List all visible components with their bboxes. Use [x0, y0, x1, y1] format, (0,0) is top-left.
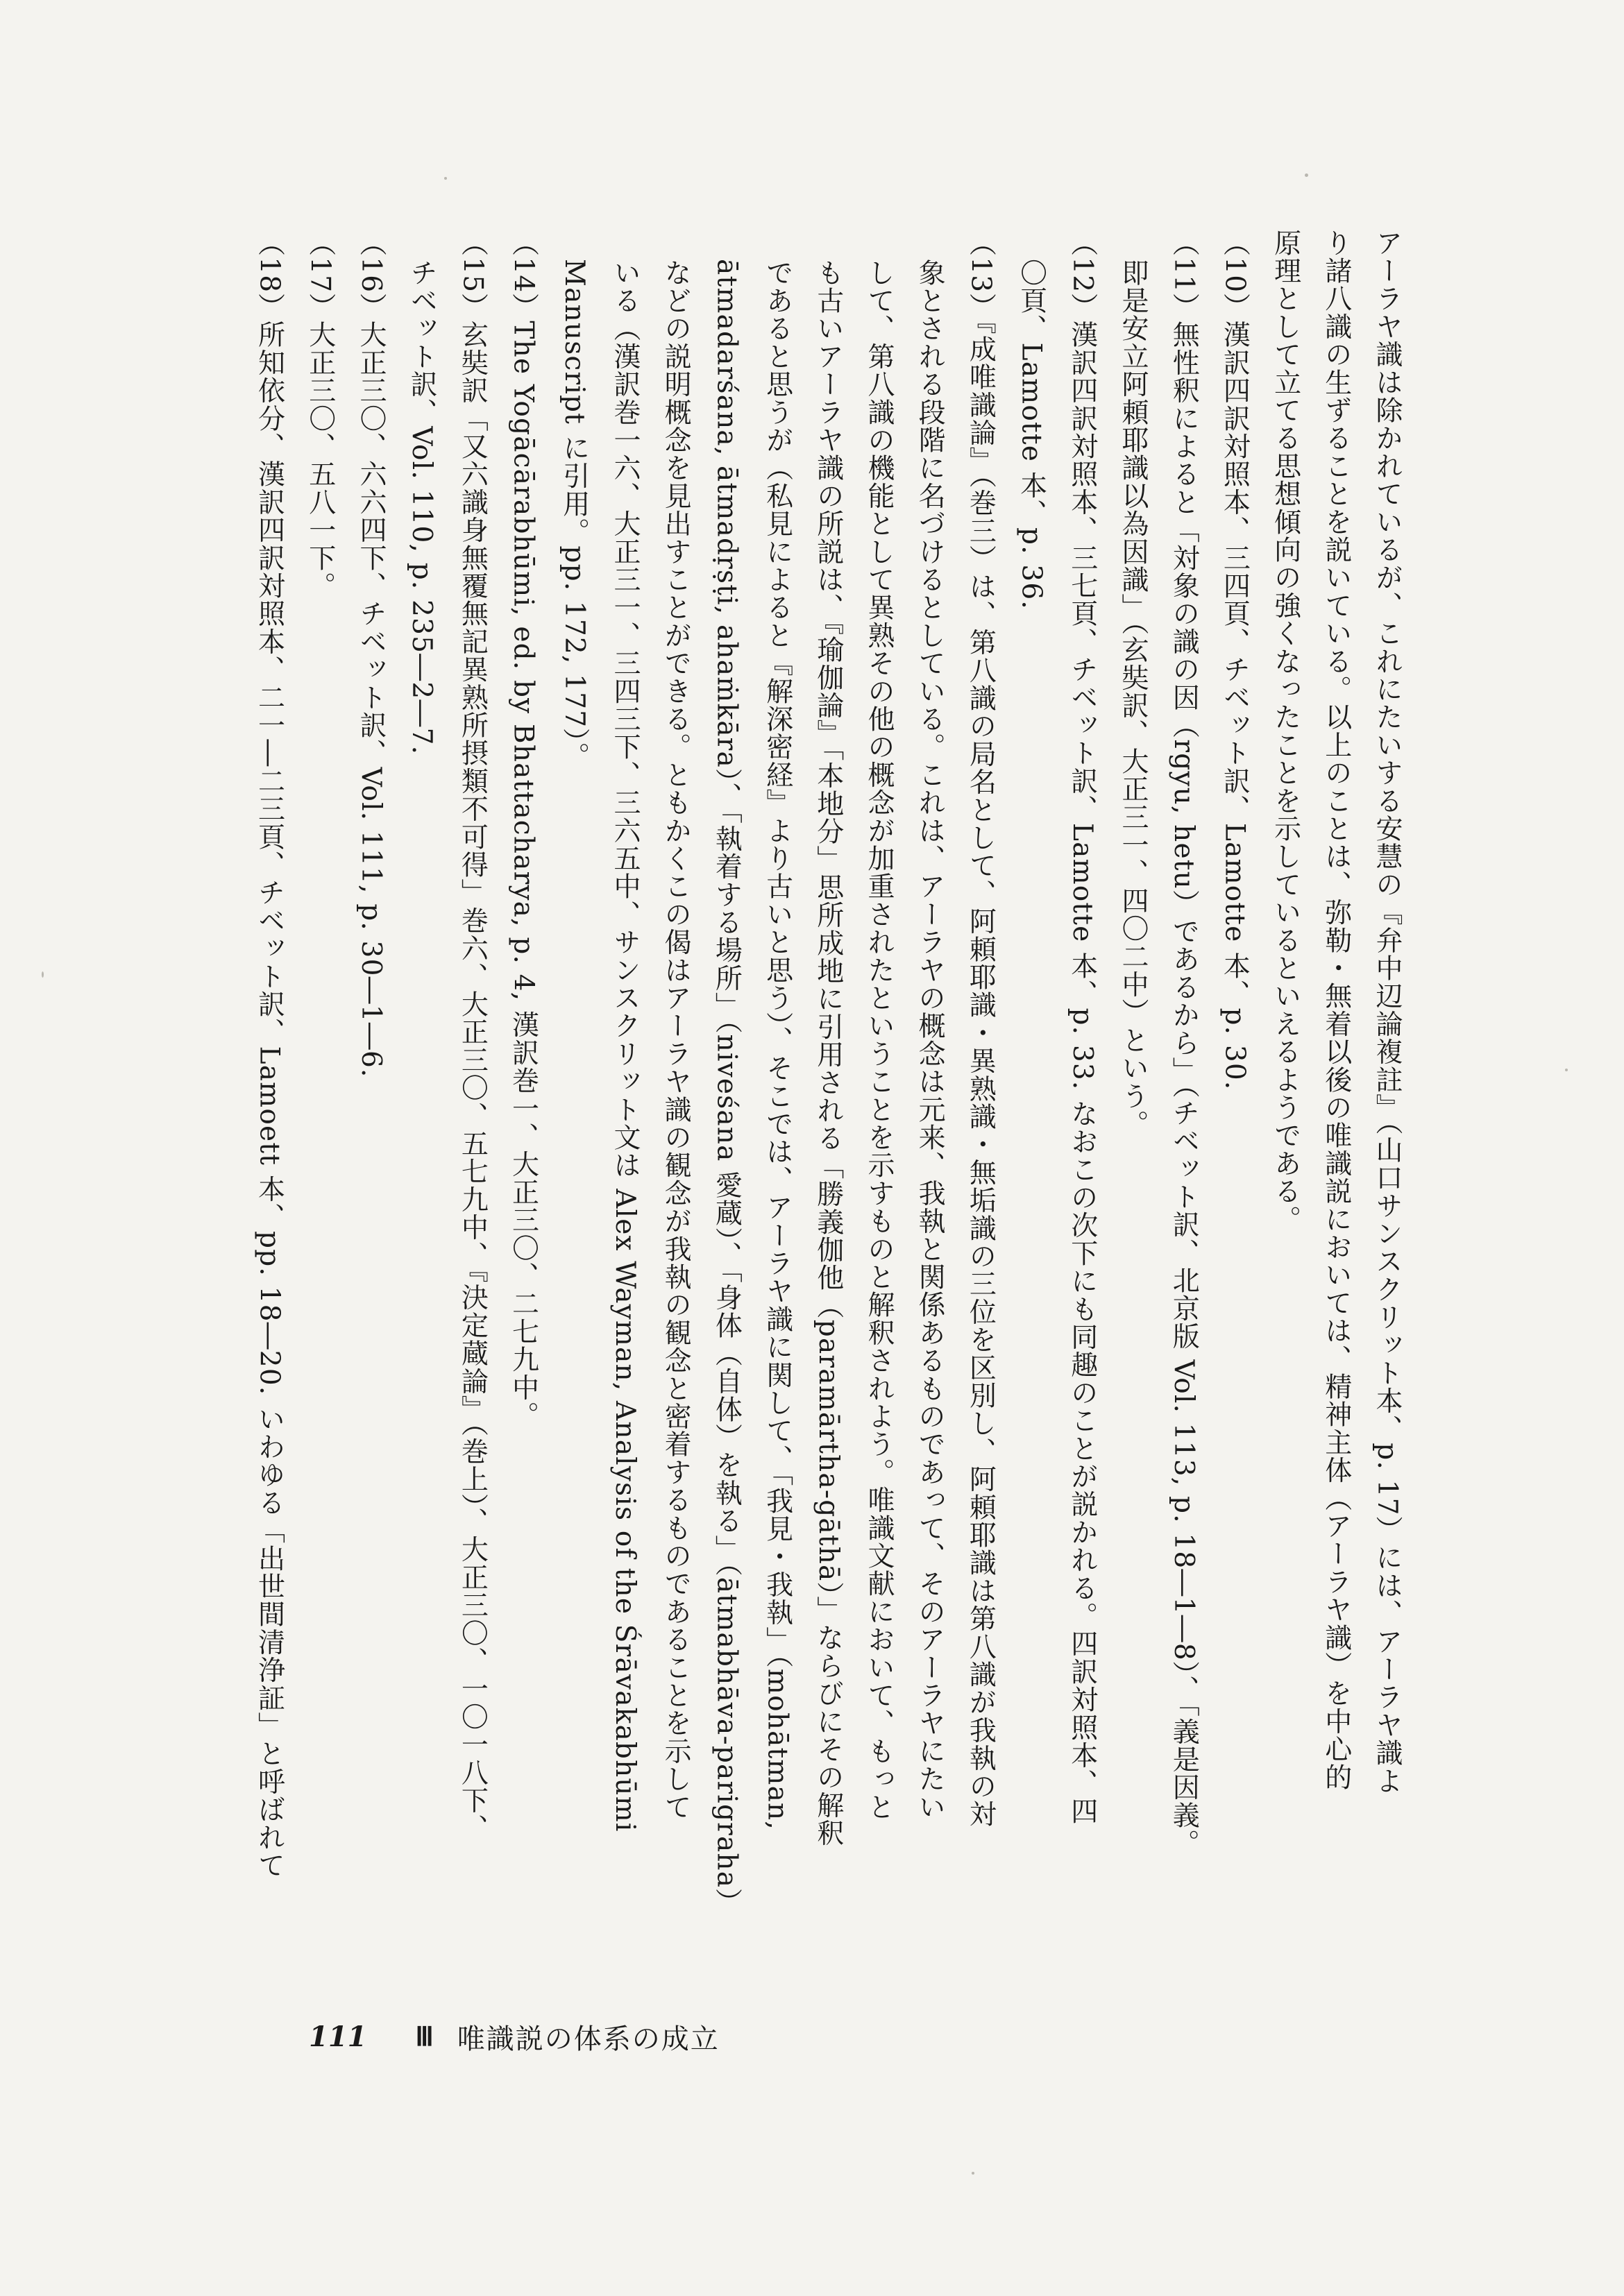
text-column: （15）玄奘訳「又六識身無覆無記異熟所摂類不可得」巻六、大正三〇、五七九中、『決定蔵論』（巻上）、大正三〇、一〇一八下、: [457, 229, 489, 1843]
text-column: （18）所知依分、漢訳四訳対照本、二一―二三頁、チベット訳、Lamoett 本、pp. 18―20. いわゆる「出世間清浄証」と呼ばれて: [253, 229, 285, 1880]
text-column: 象とされる段階に名づけるとしている。これは、アーラヤの概念は元来、我執と関係あるものであって、そのアーラヤにたい: [914, 258, 946, 1821]
scan-speck: [444, 177, 447, 180]
page-footer: [309, 2016, 720, 2057]
scan-speck: [1305, 173, 1308, 177]
text-column: （13）『成唯識論』（巻三）は、第八識の局名として、阿頼耶識・異熟識・無垢識の三位を区別し、阿頼耶識は第八識が我執の対: [965, 229, 997, 1828]
text-column: （14）The Yogācārabhūmi, ed. by Bhattacharya, p. 4, 漢訳巻一、大正三〇、二七九中。: [507, 229, 539, 1429]
scan-speck: [1565, 1069, 1568, 1071]
page-number: 111: [309, 2020, 367, 2053]
text-column: 即是安立阿頼耶識以為因識」（玄奘訳、大正三一、四〇二中）という。: [1117, 258, 1149, 1138]
scan-speck: [42, 971, 44, 978]
text-column: して、第八識の機能として異熟その他の概念が加重されたということを示すものと解釈されよう。唯識文献において、もっと: [863, 258, 895, 1821]
chapter-title: 唯識説の体系の成立: [457, 2023, 720, 2055]
text-column: （17）大正三〇、五八一下。: [304, 229, 336, 600]
text-column: 〇頁、Lamotte 本、p. 36.: [1015, 258, 1047, 610]
text-column: であると思うが（私見によると『解深密経』より古いと思う）、そこでは、アーラヤ識に関して、「我見・我執」（mohātman,: [761, 258, 793, 1830]
text-column: （12）漢訳四訳対照本、三七頁、チベット訳、Lamotte 本、p. 33. なおこの次下にも同趣のことが説かれる。四訳対照本、四: [1066, 229, 1098, 1826]
text-column: 原理として立てる思想傾向の強くなったことを示しているといえるようである。: [1269, 229, 1301, 1234]
text-column: Manuscript に引用。pp. 172, 177）。: [558, 258, 590, 771]
text-column: チベット訳、Vol. 110, p. 235―2―7.: [406, 258, 438, 756]
text-column: も古いアーラヤ識の所説は、『瑜伽論』「本地分」思所成地に引用される「勝義伽他（paramārtha-gāthā）」ならびにその解釈: [812, 258, 844, 1847]
scan-speck: [972, 2172, 974, 2175]
text-column: アーラヤ識は除かれているが、これにたいする安慧の『弁中辺論複註』（山口サンスクリット本、p. 17）には、アーラヤ識よ: [1371, 229, 1403, 1795]
vertical-text-body: [253, 229, 1412, 1978]
text-column: （16）大正三〇、六六四下、チベット訳、Vol. 111, p. 30―1―6.: [355, 229, 387, 1078]
text-column: （11）無性釈によると「対象の識の因（rgyu, hetu）であるから」（チベット訳、北京版 Vol. 113, p. 18―1―8）、「義是因義。: [1168, 229, 1200, 1857]
part-numeral: Ⅲ: [415, 2022, 434, 2052]
text-column: （10）漢訳四訳対照本、三四頁、チベット訳、Lamotte 本、p. 30.: [1219, 229, 1251, 1091]
text-column: ātmadarśana, ātmadṛṣṭi, ahaṁkāra）、「執着する場所」（niveśana 愛蔵）、「身体（自体）を執る」（ātmabhāva-parigraha）: [711, 258, 743, 1916]
text-column: などの説明概念を見出すことができる。ともかくこの偈はアーラヤ識の観念が我執の観念と密着するものであることを示して: [660, 258, 692, 1821]
text-column: り諸八識の生ずることを説いている。以上のことは、弥勒・無着以後の唯識説においては、精神主体（アーラヤ識）を中心的: [1320, 229, 1352, 1792]
text-column: いる（漢訳巻一六、大正三一、三四三下、三六五中、サンスクリット文は Alex Wayman, Analysis of the Śrāvakabhūmi: [609, 258, 641, 1832]
